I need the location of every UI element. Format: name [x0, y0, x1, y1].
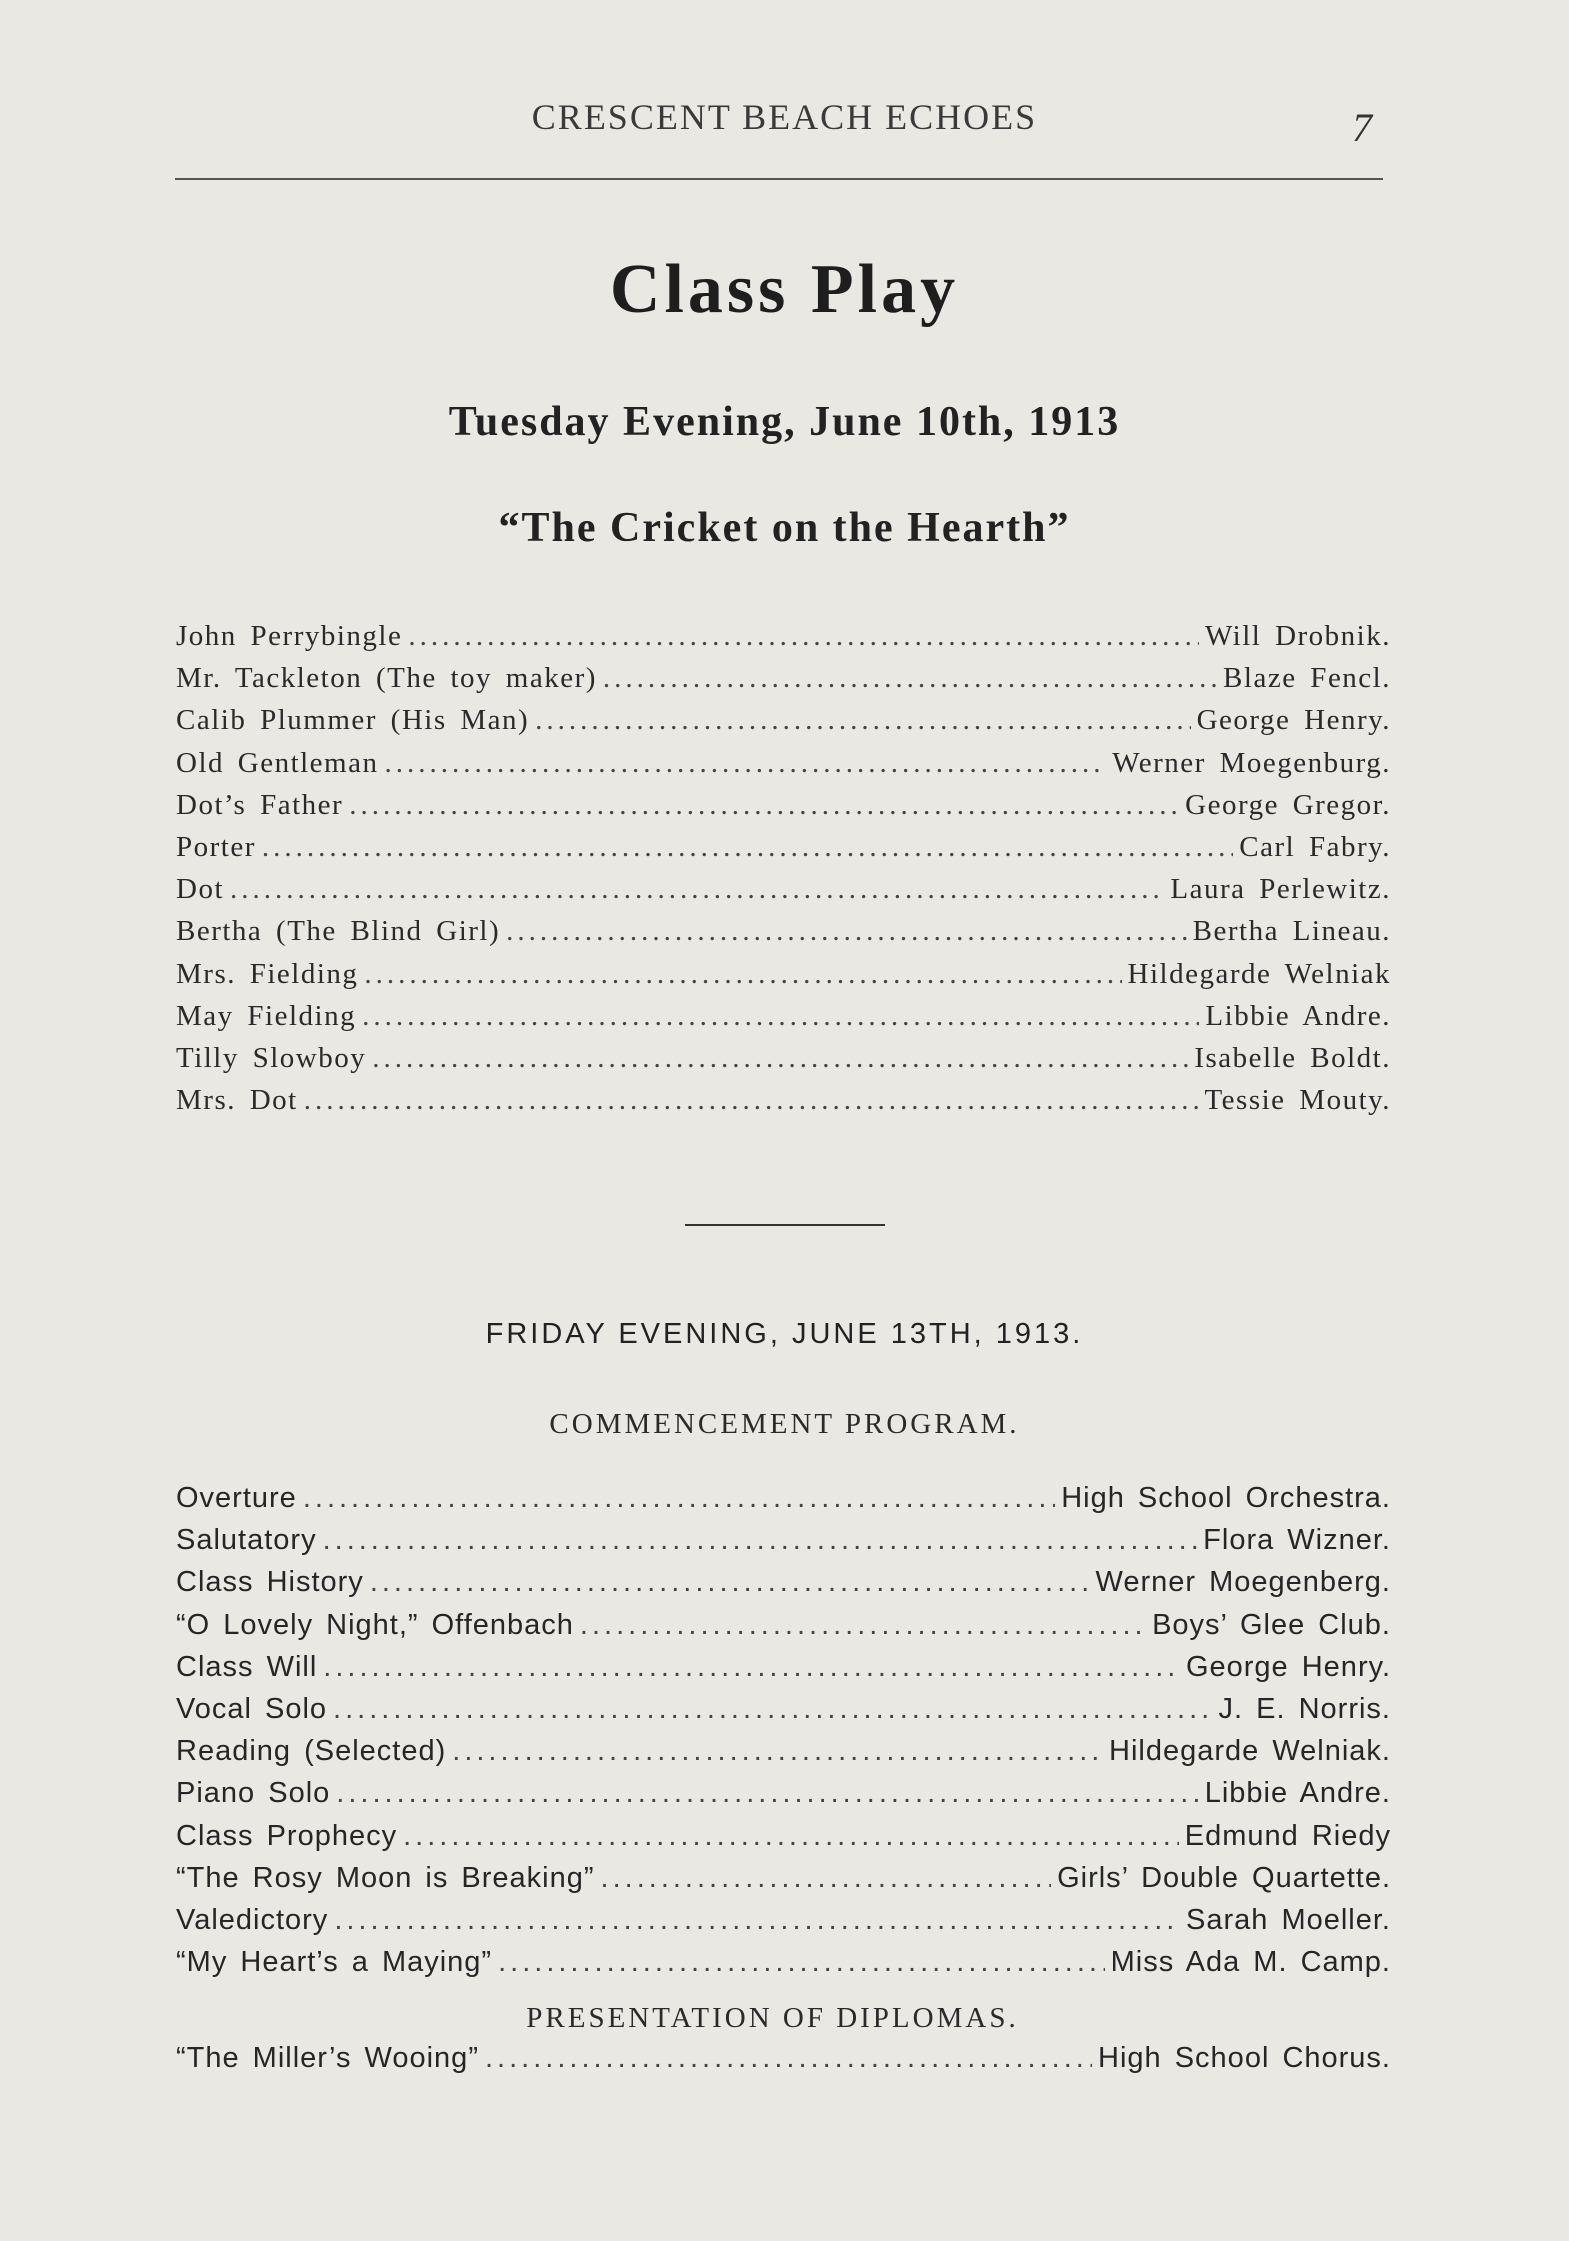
dot-leader [336, 1777, 1198, 1810]
cast-entry [176, 873, 1391, 915]
program-entry [176, 1482, 1391, 1524]
dot-leader [452, 1735, 1103, 1768]
dot-leader [498, 1946, 1105, 1979]
cast-performer: Libbie Andre. [1205, 999, 1391, 1032]
commencement-date: FRIDAY EVENING, JUNE 13TH, 1913. [485, 1318, 1084, 1350]
dot-leader [384, 747, 1106, 780]
program-item: Class History [176, 1566, 364, 1599]
program-performer: Miss Ada M. Camp. [1110, 1946, 1391, 1979]
program-performer: Boys’ Glee Club. [1152, 1608, 1391, 1641]
commencement-heading: COMMENCEMENT PROGRAM. [549, 1408, 1020, 1440]
cast-role: Mrs. Dot [176, 1084, 298, 1117]
dot-leader [603, 662, 1217, 695]
program-entry [176, 1946, 1391, 1988]
cast-entry [176, 1084, 1391, 1126]
presentation-heading: PRESENTATION OF DIPLOMAS. [526, 2002, 1019, 2034]
program-entry [176, 1820, 1391, 1862]
program-item: “My Heart’s a Maying” [176, 1946, 493, 1979]
dot-leader [333, 1693, 1212, 1726]
program-entry [176, 1862, 1391, 1904]
dot-leader [535, 704, 1190, 737]
cast-performer: Carl Fabry. [1239, 830, 1391, 863]
program-entry [176, 1735, 1391, 1777]
program-performer: Libbie Andre. [1204, 1777, 1391, 1810]
cast-entry [176, 958, 1391, 1000]
dot-leader [303, 1482, 1055, 1515]
program-item: Reading (Selected) [176, 1735, 447, 1768]
program-performer: Girls’ Double Quartette. [1057, 1861, 1391, 1894]
cast-performer: Blaze Fencl. [1223, 662, 1391, 695]
cast-entry [176, 789, 1391, 831]
program-item: Valedictory [176, 1903, 329, 1936]
program-item: Class Will [176, 1650, 318, 1683]
cast-role: Old Gentleman [176, 746, 379, 779]
final-program-list [176, 2042, 1391, 2084]
cast-entry [176, 620, 1391, 662]
cast-entry [176, 915, 1391, 957]
program-entry [176, 1904, 1391, 1946]
cast-entry [176, 747, 1391, 789]
program-entry [176, 1566, 1391, 1608]
page-number: 7 [1352, 105, 1372, 150]
cast-performer: Werner Moegenburg. [1112, 746, 1391, 779]
cast-role: Bertha (The Blind Girl) [176, 915, 501, 948]
program-performer: High School Orchestra. [1061, 1482, 1391, 1514]
program-item: Vocal Solo [176, 1692, 328, 1725]
dot-leader [323, 1524, 1198, 1557]
program-performer: Werner Moegenberg. [1095, 1566, 1391, 1599]
dot-leader [230, 873, 1164, 906]
dot-leader [349, 789, 1179, 822]
dot-leader [506, 915, 1187, 948]
cast-performer: Bertha Lineau. [1192, 915, 1391, 948]
cast-entry [176, 704, 1391, 746]
program-item: “The Miller’s Wooing” [176, 2042, 479, 2074]
cast-role: Mrs. Fielding [176, 957, 359, 990]
cast-entry [176, 662, 1391, 704]
program-entry [176, 1777, 1391, 1819]
program-performer: George Henry. [1185, 1650, 1391, 1683]
program-performer: Hildegarde Welniak. [1109, 1735, 1391, 1768]
program-item: “The Rosy Moon is Breaking” [176, 1861, 595, 1894]
header-rule [175, 178, 1383, 180]
program-item: Class Prophecy [176, 1819, 398, 1852]
program-list [176, 1482, 1391, 1988]
class-play-date: Tuesday Evening, June 10th, 1913 [448, 399, 1121, 445]
program-entry [176, 1524, 1391, 1566]
program-item: Piano Solo [176, 1777, 331, 1810]
dot-leader [372, 1042, 1188, 1075]
running-title: CRESCENT BEACH ECHOES [531, 97, 1038, 137]
program-item: Overture [176, 1482, 297, 1514]
dot-leader [334, 1904, 1180, 1937]
cast-list [176, 620, 1391, 1126]
cast-role: Dot’s Father [176, 788, 344, 821]
cast-role: Dot [176, 873, 224, 906]
cast-performer: George Henry. [1196, 704, 1391, 737]
program-performer: Edmund Riedy [1184, 1819, 1391, 1852]
program-performer: High School Chorus. [1098, 2042, 1391, 2074]
dot-leader [403, 1820, 1179, 1853]
program-item: “O Lovely Night,” Offenbach [176, 1608, 574, 1641]
dot-leader [362, 1000, 1199, 1033]
dot-leader [323, 1651, 1180, 1684]
program-performer: J. E. Norris. [1218, 1692, 1391, 1725]
program-item: Salutatory [176, 1524, 317, 1557]
dot-leader [408, 620, 1199, 653]
program-performer: Sarah Moeller. [1186, 1903, 1391, 1936]
dot-leader [304, 1084, 1199, 1117]
program-performer: Flora Wizner. [1203, 1524, 1391, 1557]
cast-role: John Perrybingle [176, 620, 403, 652]
program-entry [176, 2042, 1391, 2084]
cast-role: Calib Plummer (His Man) [176, 704, 530, 737]
cast-role: Mr. Tackleton (The toy maker) [176, 662, 597, 695]
cast-entry [176, 831, 1391, 873]
cast-performer: Hildegarde Welniak [1127, 957, 1391, 990]
cast-entry [176, 1042, 1391, 1084]
play-title: “The Cricket on the Hearth” [498, 505, 1071, 551]
dot-leader [262, 831, 1233, 864]
program-entry [176, 1693, 1391, 1735]
cast-performer: Tessie Mouty. [1204, 1084, 1391, 1117]
cast-performer: Laura Perlewitz. [1170, 873, 1391, 906]
cast-role: Porter [176, 830, 256, 863]
cast-performer: Will Drobnik. [1204, 620, 1391, 652]
class-play-title: Class Play [609, 251, 960, 328]
dot-leader [364, 958, 1121, 991]
program-entry [176, 1609, 1391, 1651]
cast-role: May Fielding [176, 999, 357, 1032]
dot-leader [580, 1609, 1146, 1642]
cast-performer: George Gregor. [1185, 788, 1391, 821]
cast-entry [176, 1000, 1391, 1042]
section-divider [685, 1224, 885, 1226]
cast-performer: Isabelle Boldt. [1194, 1041, 1391, 1074]
program-entry [176, 1651, 1391, 1693]
dot-leader [485, 2042, 1092, 2075]
dot-leader [370, 1566, 1090, 1599]
dot-leader [601, 1862, 1052, 1895]
cast-role: Tilly Slowboy [176, 1041, 367, 1074]
